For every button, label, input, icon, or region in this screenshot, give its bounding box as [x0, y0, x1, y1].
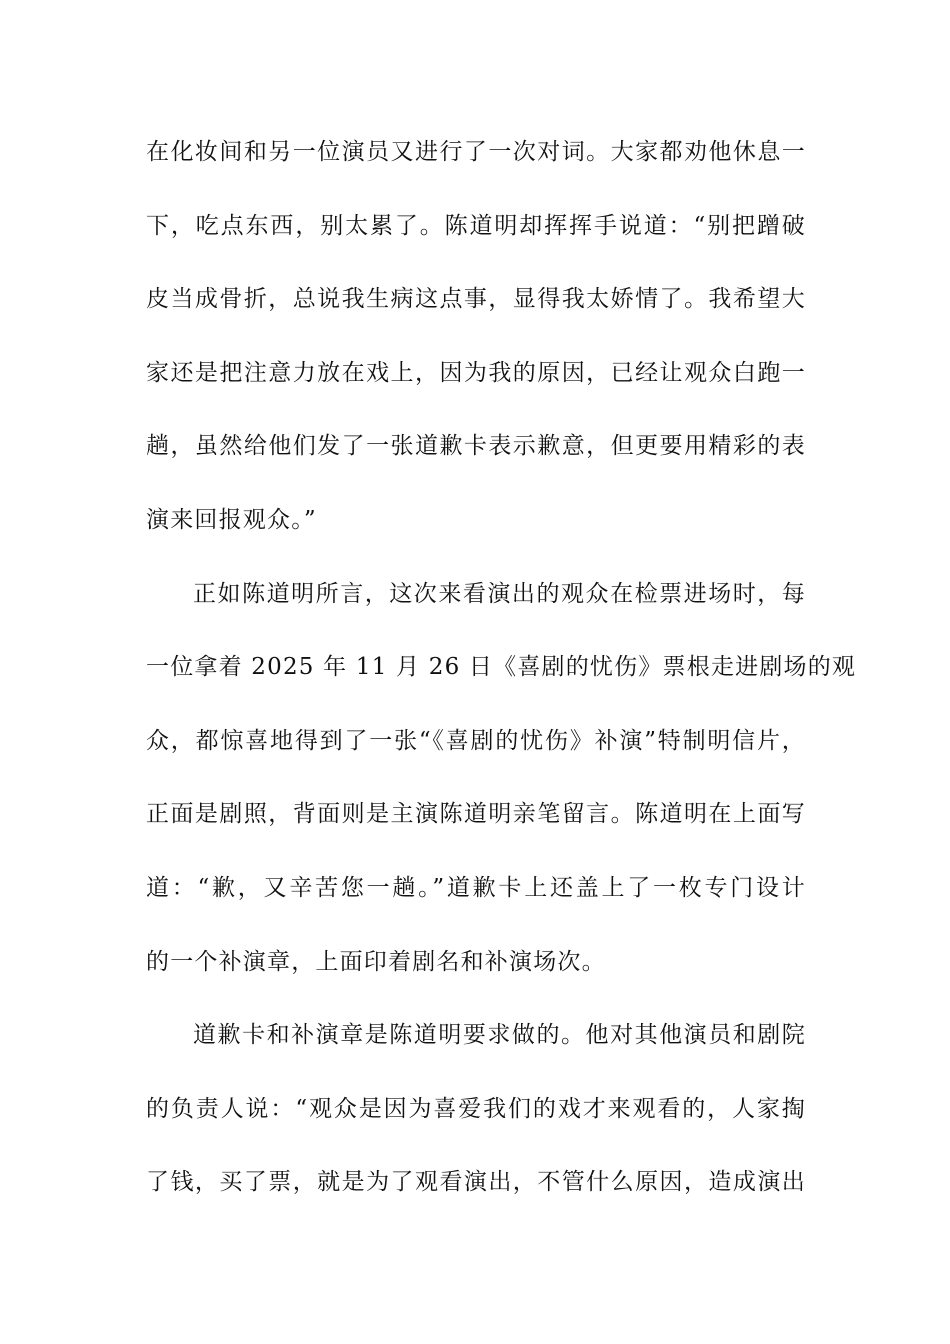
- text-line: 下，吃点东西，别太累了。陈道明却挥挥手说道：“别把蹭破: [146, 212, 806, 239]
- text-line: 众，都惊喜地得到了一张“《喜剧的忧伤》补演”特制明信片，: [146, 727, 806, 754]
- text-line: 了钱，买了票，就是为了观看演出，不管什么原因，造成演出: [146, 1169, 806, 1196]
- text-line: 道：“歉，又辛苦您一趟。”道歉卡上还盖上了一枚专门设计: [146, 874, 806, 901]
- text-line: 正如陈道明所言，这次来看演出的观众在检票进场时，每: [193, 580, 806, 607]
- text-line: 演来回报观众。”: [146, 506, 317, 533]
- text-line: 家还是把注意力放在戏上，因为我的原因，已经让观众白跑一: [146, 359, 806, 386]
- text-line: 的负责人说：“观众是因为喜爱我们的戏才来观看的，人家掏: [146, 1095, 806, 1122]
- text-line: 正面是剧照，背面则是主演陈道明亲笔留言。陈道明在上面写: [146, 801, 806, 828]
- text-line: 的一个补演章，上面印着剧名和补演场次。: [146, 948, 606, 975]
- text-line: 在化妆间和另一位演员又进行了一次对词。大家都劝他休息一: [146, 139, 806, 165]
- body-text: [146, 128, 857, 1232]
- text-line: 趟，虽然给他们发了一张道歉卡表示歉意，但更要用精彩的表: [146, 433, 806, 460]
- text-line: 一位拿着 2025 年 11 月 26 日《喜剧的忧伤》票根走进剧场的观: [146, 654, 857, 681]
- text-line: 皮当成骨折，总说我生病这点事，显得我太娇情了。我希望大: [146, 286, 806, 313]
- text-line: 道歉卡和补演章是陈道明要求做的。他对其他演员和剧院: [193, 1022, 806, 1049]
